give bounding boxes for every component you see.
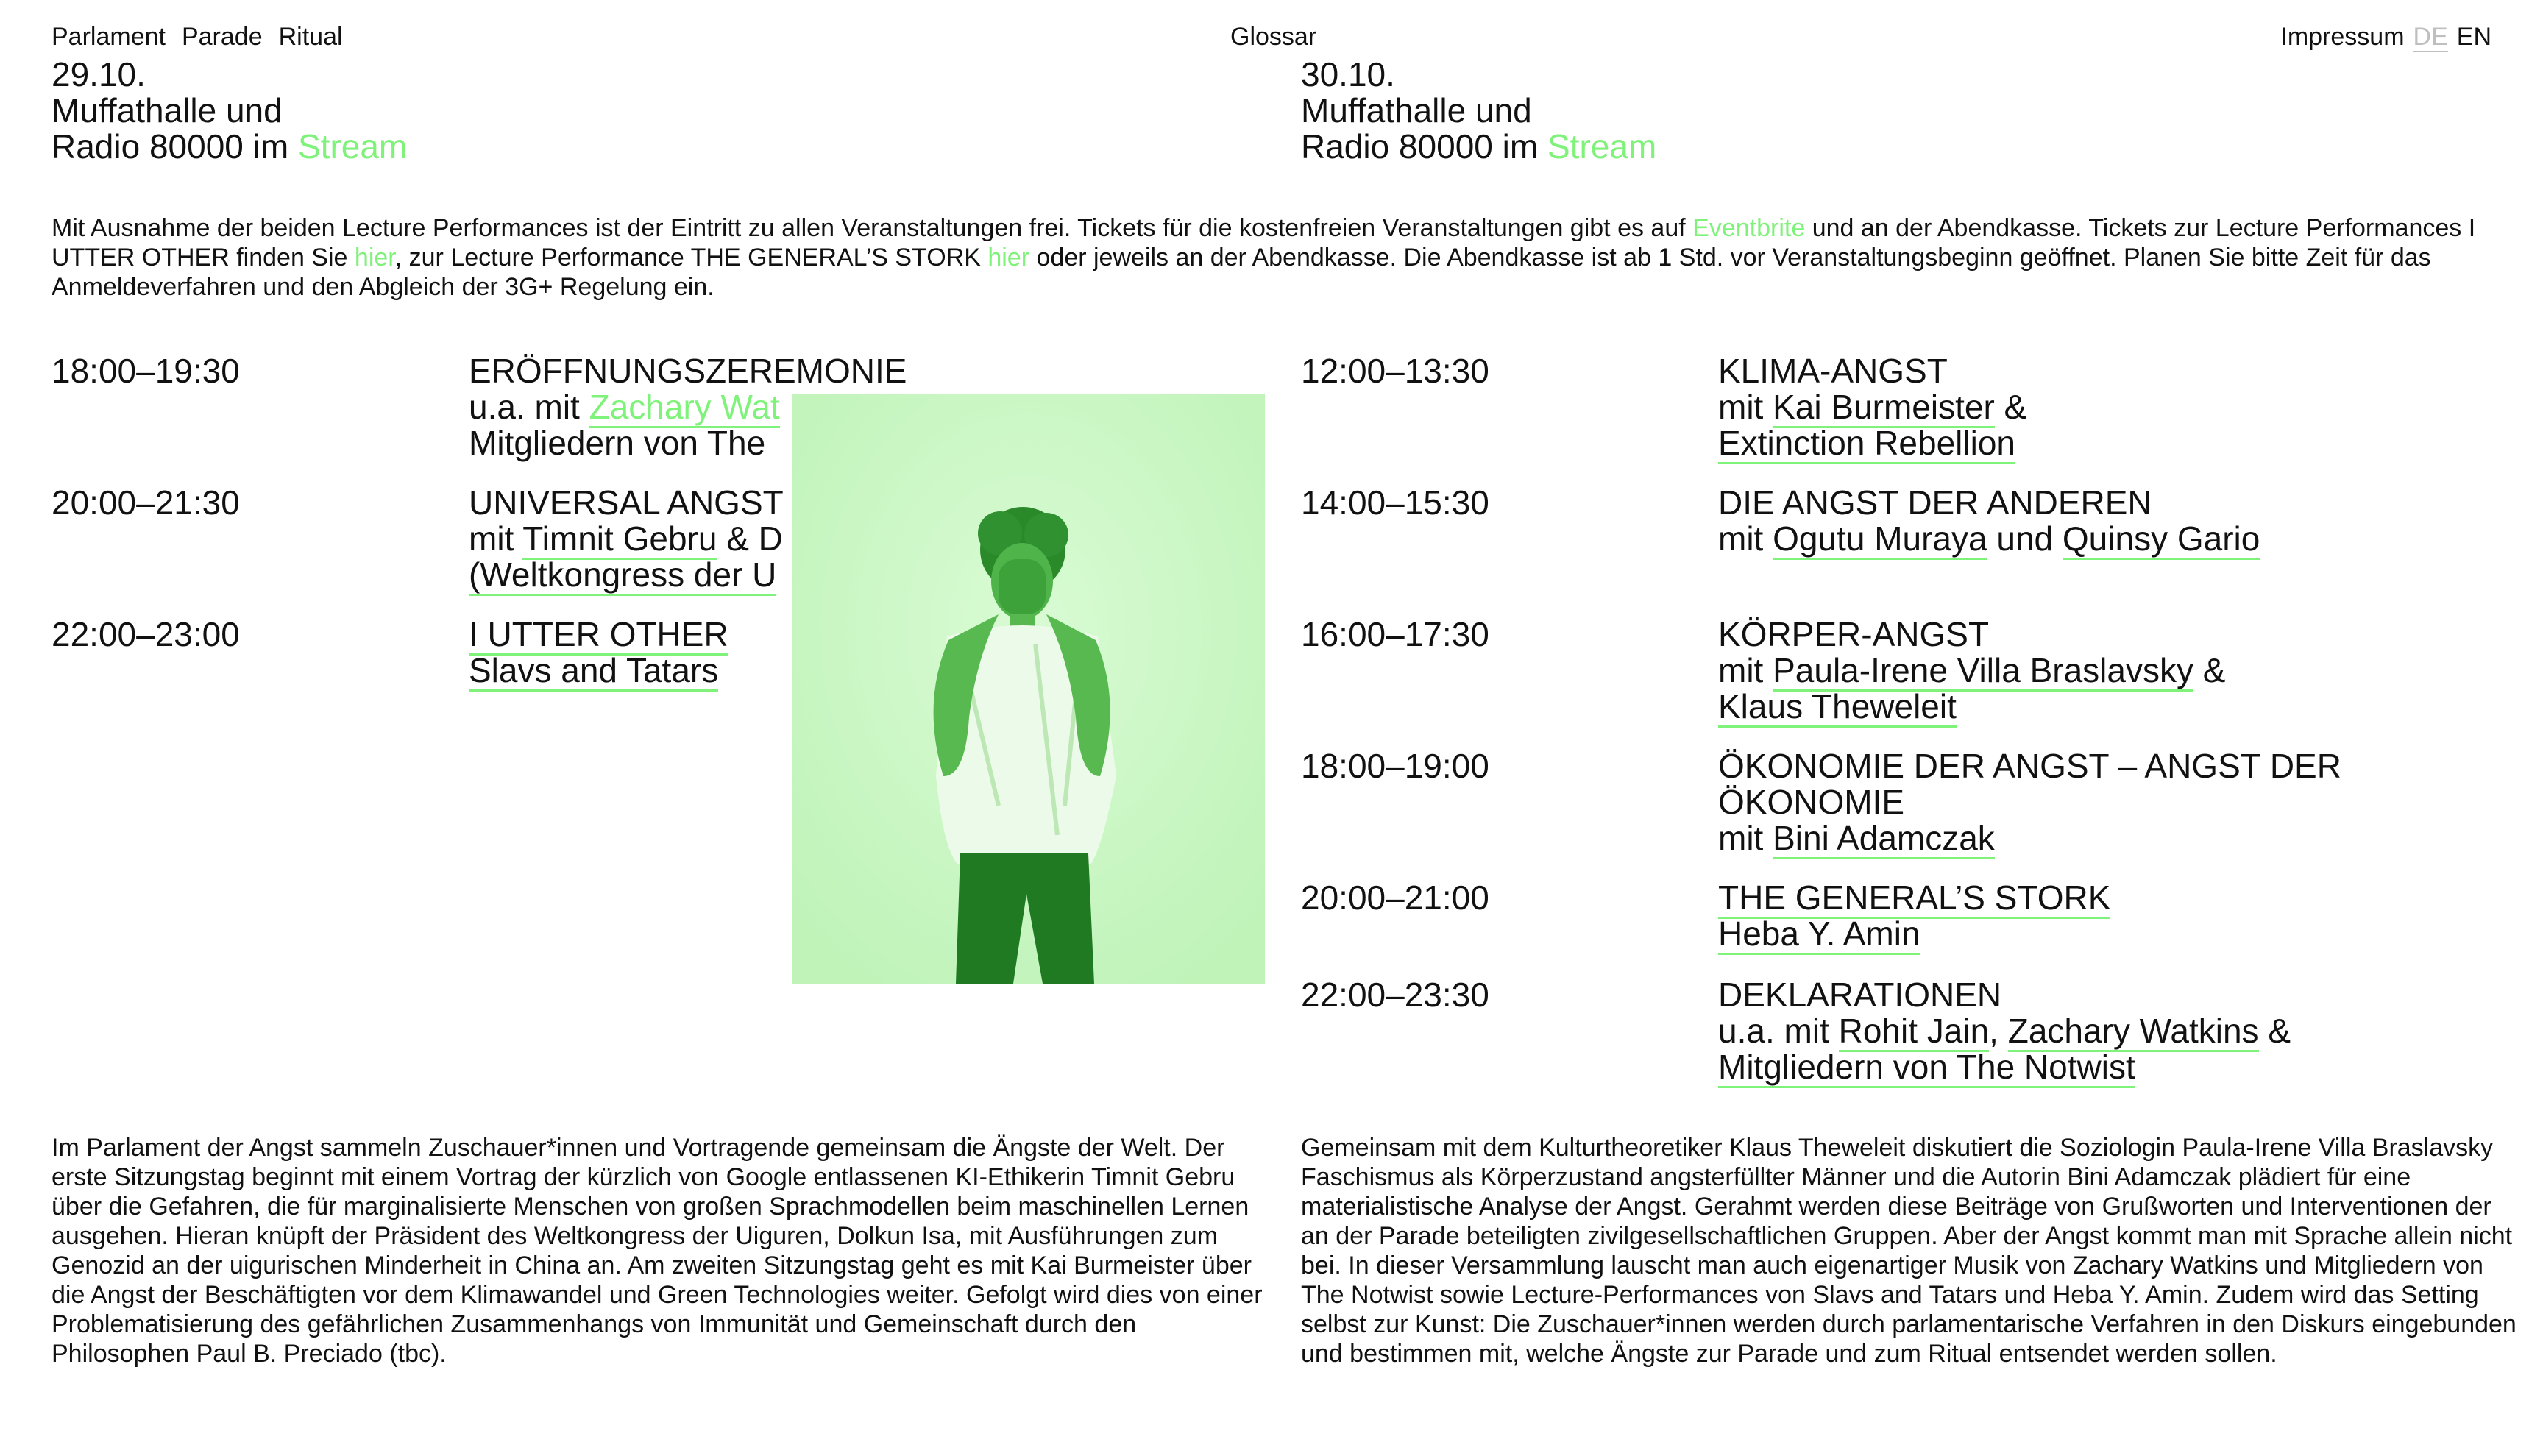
nav-glossar[interactable]: Glossar — [1230, 23, 1317, 51]
event-prefix: u.a. mit — [469, 388, 580, 426]
day2-radio: Radio 80000 im — [1301, 127, 1539, 166]
day1-header — [52, 57, 1266, 165]
nav-right — [2280, 22, 2491, 52]
day2-date: 30.10. — [1301, 55, 1395, 93]
info-text-2: und an der Abendkasse. Tickets zur Lecture Performances I UTTER OTHER finden Sie — [52, 214, 2476, 271]
artist-link-bini[interactable]: Bini Adamczak — [1773, 819, 1995, 859]
event-title-link[interactable]: I UTTER OTHER — [469, 615, 728, 656]
event-comma: , — [1989, 1012, 1998, 1050]
day2-stream-link[interactable]: Stream — [1547, 127, 1657, 166]
main-nav — [52, 22, 343, 52]
event-prefix: mit — [1718, 819, 1764, 857]
artist-link-kai[interactable]: Kai Burmeister — [1773, 388, 1995, 428]
lang-de[interactable]: DE — [2413, 23, 2448, 51]
nav-glossar-wrap — [1230, 22, 1316, 52]
event-prefix: u.a. mit — [1718, 1012, 1829, 1050]
artist-link-notwist[interactable]: Mitgliedern von The Notwist — [1718, 1048, 2135, 1088]
artist-link-heba[interactable]: Heba Y. Amin — [1718, 915, 1920, 955]
day1-date: 29.10. — [52, 55, 146, 93]
event-prefix: mit — [1718, 519, 1764, 558]
nav-parlament[interactable]: Parlament — [52, 23, 166, 51]
event-title: ERÖFFNUNGSZEREMONIE — [469, 352, 907, 390]
artist-link-zachary-2[interactable]: Zachary Watkins — [2008, 1012, 2259, 1052]
event-time: 12:00–13:30 — [1301, 352, 1489, 390]
day1-stream-link[interactable]: Stream — [297, 127, 408, 166]
artist-link-paula[interactable]: Paula-Irene Villa Braslavsky — [1773, 651, 2193, 692]
event-time: 18:00–19:00 — [1301, 747, 1489, 785]
person-covering-face-photo — [792, 394, 1265, 984]
info-text-1: Mit Ausnahme der beiden Lecture Performances ist der Eintritt zu allen Veranstaltungen frei. Tickets für die kostenfreien Veranstaltungen gibt es auf — [52, 214, 1686, 242]
event-connector: und — [1996, 519, 2054, 558]
artist-link-rohit[interactable]: Rohit Jain — [1839, 1012, 1990, 1052]
lang-en[interactable]: EN — [2456, 23, 2491, 51]
artist-link-quinsy[interactable]: Quinsy Gario — [2063, 519, 2260, 560]
event-time: 20:00–21:00 — [1301, 878, 1489, 917]
artist-link-weltkongress[interactable]: (Weltkongress der U — [469, 555, 776, 596]
event-title-cont: ÖKONOMIE — [1718, 783, 1905, 821]
event-prefix: mit — [1718, 388, 1764, 426]
ticket-info — [52, 213, 2494, 302]
info-text-4: oder jeweils an der Abendkasse. Die Abendkasse ist ab 1 Std. vor Veranstaltungsbeginn geöffnet. Planen Sie bitte Zeit für das Anmeldeverfahren und den Abgleich der 3G+ Regelung ein. — [52, 244, 2431, 301]
event-time: 20:00–21:30 — [52, 483, 240, 522]
event-line3: Mitgliedern von The — [469, 424, 766, 462]
eventbrite-link[interactable]: Eventbrite — [1692, 214, 1806, 242]
event-time: 16:00–17:30 — [1301, 615, 1489, 653]
description-left: Im Parlament der Angst sammeln Zuschauer*innen und Vortragende gemeinsam die Ängste der Welt. Der erste Sitzungstag beginnt mit einem Vortrag der kürzlich von Google entlassenen KI-Ethikerin Timnit Gebru über die Gefahren, die für marginalisierte Menschen von großen Sprachmodellen beim maschinellen Lernen ausgehen. Hieran knüpft der Präsident des Weltkongress der Uiguren, Dolkun Isa, mit Ausführungen zum Genozid an der uigurischen Minderheit in China an. Am zweiten Sitzungstag geht es mit Kai Burmeister über die Angst der Beschäftigten vor dem Klimawandel und Green Technologies weiter. Gefolgt wird dies von einer Problematisierung des gefährlichen Zusammenhangs von Immunität und Gemeinschaft durch den Philosophen Paul B. Preciado (tbc). — [52, 1134, 1263, 1368]
event-title: ÖKONOMIE DER ANGST – ANGST DER — [1718, 747, 2341, 785]
nav-parade[interactable]: Parade — [181, 23, 263, 51]
person-figure — [792, 394, 1265, 984]
event-time: 18:00–19:30 — [52, 352, 240, 390]
day1-venue: Muffathalle und — [52, 91, 283, 129]
hier-link-2[interactable]: hier — [987, 244, 1030, 271]
day2-header — [1301, 57, 2515, 165]
info-text-3: , zur Lecture Performance THE GENERAL’S STORK — [394, 244, 981, 271]
event-suffix: & — [2268, 1012, 2291, 1050]
artist-link-extinction[interactable]: Extinction Rebellion — [1718, 424, 2015, 464]
event-prefix: mit — [1718, 651, 1764, 689]
event-title: KLIMA-ANGST — [1718, 352, 1948, 390]
nav-impressum[interactable]: Impressum — [2280, 23, 2405, 51]
event-time: 22:00–23:00 — [52, 615, 240, 653]
event-suffix: & — [2202, 651, 2226, 689]
artist-link-timnit[interactable]: Timnit Gebru — [522, 519, 717, 560]
description-right: Gemeinsam mit dem Kulturtheoretiker Klaus Theweleit diskutiert die Soziologin Paula-Irene Villa Braslavsky Faschismus als Körperzustand angsterfüllter Männer und die Autorin Bini Adamczak plädiert für eine materialistische Analyse der Angst. Gerahmt werden diese Beiträge von Grußworten und Interventionen der an der Parade beteiligten zivilgesellschaftlichen Gruppen. Aber der Angst kommt man mit Sprache allein nicht bei. In dieser Versammlung lauscht man auch eigenartiger Musik von Zachary Watkins und Mitgliedern von The Notwist sowie Lecture-Performances von Slavs and Tatars und Heba Y. Amin. Zudem wird das Setting selbst zur Kunst: Die Zuschauer*innen werden durch parlamentarische Verfahren in den Diskurs eingebunden und bestimmen mit, welche Ängste zur Parade und zum Ritual entsendet werden sollen. — [1301, 1134, 2517, 1368]
artist-link-ogutu[interactable]: Ogutu Muraya — [1773, 519, 1987, 560]
event-title: KÖRPER-ANGST — [1718, 615, 1990, 653]
event-title: DIE ANGST DER ANDEREN — [1718, 483, 2152, 522]
day1-radio: Radio 80000 im — [52, 127, 289, 166]
event-time: 22:00–23:30 — [1301, 976, 1489, 1014]
nav-ritual[interactable]: Ritual — [278, 23, 343, 51]
event-suffix: & — [2004, 388, 2027, 426]
day2-venue: Muffathalle und — [1301, 91, 1532, 129]
hier-link-1[interactable]: hier — [354, 244, 395, 271]
artist-link-zachary[interactable]: Zachary Wat — [589, 388, 780, 428]
artist-link-slavs[interactable]: Slavs and Tatars — [469, 651, 718, 692]
event-title: UNIVERSAL ANGST — [469, 483, 784, 522]
event-title: DEKLARATIONEN — [1718, 976, 2002, 1014]
artist-link-klaus[interactable]: Klaus Theweleit — [1718, 687, 1957, 728]
event-suffix: & D — [726, 519, 783, 558]
event-time: 14:00–15:30 — [1301, 483, 1489, 522]
event-title-link[interactable]: THE GENERAL’S STORK — [1718, 878, 2110, 919]
event-prefix: mit — [469, 519, 514, 558]
